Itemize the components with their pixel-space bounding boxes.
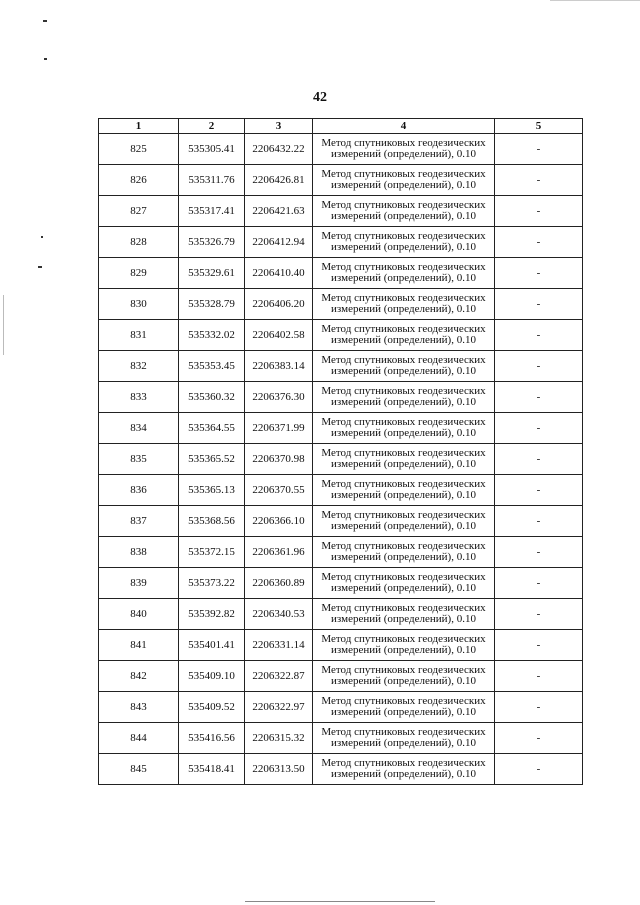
table-row xyxy=(99,258,583,289)
point-number-cell: 827 xyxy=(99,196,179,227)
scan-speck xyxy=(38,266,42,268)
point-number-cell: 832 xyxy=(99,351,179,382)
method-cell: Метод спутниковых геодезических измерений (определений), 0.10 xyxy=(313,568,495,599)
description-cell: - xyxy=(495,444,583,475)
method-cell: Метод спутниковых геодезических измерений (определений), 0.10 xyxy=(313,134,495,165)
x-coordinate-cell: 535401.41 xyxy=(179,630,245,661)
y-coordinate-cell: 2206383.14 xyxy=(245,351,313,382)
point-number-cell: 837 xyxy=(99,506,179,537)
x-coordinate-cell: 535332.02 xyxy=(179,320,245,351)
table-row xyxy=(99,289,583,320)
table-row xyxy=(99,537,583,568)
description-cell: - xyxy=(495,661,583,692)
y-coordinate-cell: 2206371.99 xyxy=(245,413,313,444)
method-cell: Метод спутниковых геодезических измерений (определений), 0.10 xyxy=(313,258,495,289)
point-number-cell: 834 xyxy=(99,413,179,444)
y-coordinate-cell: 2206402.58 xyxy=(245,320,313,351)
description-cell: - xyxy=(495,258,583,289)
x-coordinate-cell: 535353.45 xyxy=(179,351,245,382)
column-header-5: 5 xyxy=(495,119,583,134)
y-coordinate-cell: 2206366.10 xyxy=(245,506,313,537)
table-row xyxy=(99,320,583,351)
x-coordinate-cell: 535305.41 xyxy=(179,134,245,165)
point-number-cell: 829 xyxy=(99,258,179,289)
point-number-cell: 845 xyxy=(99,754,179,785)
page-number: 42 xyxy=(313,90,327,105)
method-cell: Метод спутниковых геодезических измерений (определений), 0.10 xyxy=(313,351,495,382)
method-cell: Метод спутниковых геодезических измерений (определений), 0.10 xyxy=(313,382,495,413)
method-cell: Метод спутниковых геодезических измерений (определений), 0.10 xyxy=(313,320,495,351)
description-cell: - xyxy=(495,568,583,599)
method-cell: Метод спутниковых геодезических измерений (определений), 0.10 xyxy=(313,227,495,258)
description-cell: - xyxy=(495,196,583,227)
method-cell: Метод спутниковых геодезических измерений (определений), 0.10 xyxy=(313,630,495,661)
description-cell: - xyxy=(495,227,583,258)
table-row xyxy=(99,413,583,444)
point-number-cell: 830 xyxy=(99,289,179,320)
description-cell: - xyxy=(495,382,583,413)
y-coordinate-cell: 2206322.87 xyxy=(245,661,313,692)
x-coordinate-cell: 535311.76 xyxy=(179,165,245,196)
method-cell: Метод спутниковых геодезических измерений (определений), 0.10 xyxy=(313,475,495,506)
point-number-cell: 826 xyxy=(99,165,179,196)
y-coordinate-cell: 2206421.63 xyxy=(245,196,313,227)
y-coordinate-cell: 2206315.32 xyxy=(245,723,313,754)
point-number-cell: 838 xyxy=(99,537,179,568)
description-cell: - xyxy=(495,506,583,537)
column-header-3: 3 xyxy=(245,119,313,134)
x-coordinate-cell: 535418.41 xyxy=(179,754,245,785)
point-number-cell: 828 xyxy=(99,227,179,258)
y-coordinate-cell: 2206376.30 xyxy=(245,382,313,413)
y-coordinate-cell: 2206340.53 xyxy=(245,599,313,630)
method-cell: Метод спутниковых геодезических измерений (определений), 0.10 xyxy=(313,506,495,537)
point-number-cell: 841 xyxy=(99,630,179,661)
table-row xyxy=(99,196,583,227)
description-cell: - xyxy=(495,475,583,506)
y-coordinate-cell: 2206322.97 xyxy=(245,692,313,723)
description-cell: - xyxy=(495,723,583,754)
point-number-cell: 825 xyxy=(99,134,179,165)
table-row xyxy=(99,382,583,413)
scan-speck xyxy=(41,236,43,238)
point-number-cell: 844 xyxy=(99,723,179,754)
scan-speck xyxy=(44,58,47,60)
y-coordinate-cell: 2206360.89 xyxy=(245,568,313,599)
coordinates-table xyxy=(98,118,583,785)
method-cell: Метод спутниковых геодезических измерений (определений), 0.10 xyxy=(313,444,495,475)
x-coordinate-cell: 535317.41 xyxy=(179,196,245,227)
method-cell: Метод спутниковых геодезических измерений (определений), 0.10 xyxy=(313,692,495,723)
x-coordinate-cell: 535416.56 xyxy=(179,723,245,754)
method-cell: Метод спутниковых геодезических измерений (определений), 0.10 xyxy=(313,165,495,196)
y-coordinate-cell: 2206426.81 xyxy=(245,165,313,196)
method-cell: Метод спутниковых геодезических измерений (определений), 0.10 xyxy=(313,413,495,444)
description-cell: - xyxy=(495,165,583,196)
table-row xyxy=(99,692,583,723)
description-cell: - xyxy=(495,630,583,661)
column-header-4: 4 xyxy=(313,119,495,134)
column-header-1: 1 xyxy=(99,119,179,134)
table-body xyxy=(99,134,583,785)
table-row xyxy=(99,506,583,537)
y-coordinate-cell: 2206361.96 xyxy=(245,537,313,568)
x-coordinate-cell: 535409.10 xyxy=(179,661,245,692)
x-coordinate-cell: 535365.52 xyxy=(179,444,245,475)
method-cell: Метод спутниковых геодезических измерений (определений), 0.10 xyxy=(313,754,495,785)
table-row xyxy=(99,134,583,165)
description-cell: - xyxy=(495,754,583,785)
scan-top-line xyxy=(550,0,640,1)
column-header-2: 2 xyxy=(179,119,245,134)
method-cell: Метод спутниковых геодезических измерений (определений), 0.10 xyxy=(313,723,495,754)
x-coordinate-cell: 535392.82 xyxy=(179,599,245,630)
table-row xyxy=(99,661,583,692)
y-coordinate-cell: 2206432.22 xyxy=(245,134,313,165)
y-coordinate-cell: 2206410.40 xyxy=(245,258,313,289)
x-coordinate-cell: 535328.79 xyxy=(179,289,245,320)
point-number-cell: 842 xyxy=(99,661,179,692)
description-cell: - xyxy=(495,289,583,320)
y-coordinate-cell: 2206412.94 xyxy=(245,227,313,258)
x-coordinate-cell: 535329.61 xyxy=(179,258,245,289)
description-cell: - xyxy=(495,692,583,723)
method-cell: Метод спутниковых геодезических измерений (определений), 0.10 xyxy=(313,599,495,630)
description-cell: - xyxy=(495,599,583,630)
y-coordinate-cell: 2206313.50 xyxy=(245,754,313,785)
description-cell: - xyxy=(495,320,583,351)
y-coordinate-cell: 2206370.55 xyxy=(245,475,313,506)
table-row xyxy=(99,227,583,258)
scan-left-edge xyxy=(3,295,4,355)
method-cell: Метод спутниковых геодезических измерений (определений), 0.10 xyxy=(313,661,495,692)
x-coordinate-cell: 535364.55 xyxy=(179,413,245,444)
table-row xyxy=(99,754,583,785)
table-row xyxy=(99,444,583,475)
table-header-row xyxy=(99,119,583,134)
point-number-cell: 836 xyxy=(99,475,179,506)
point-number-cell: 833 xyxy=(99,382,179,413)
table-row xyxy=(99,568,583,599)
y-coordinate-cell: 2206370.98 xyxy=(245,444,313,475)
x-coordinate-cell: 535409.52 xyxy=(179,692,245,723)
y-coordinate-cell: 2206406.20 xyxy=(245,289,313,320)
table-row xyxy=(99,723,583,754)
description-cell: - xyxy=(495,351,583,382)
x-coordinate-cell: 535368.56 xyxy=(179,506,245,537)
point-number-cell: 840 xyxy=(99,599,179,630)
method-cell: Метод спутниковых геодезических измерений (определений), 0.10 xyxy=(313,289,495,320)
table-row xyxy=(99,351,583,382)
table-row xyxy=(99,475,583,506)
point-number-cell: 843 xyxy=(99,692,179,723)
description-cell: - xyxy=(495,134,583,165)
description-cell: - xyxy=(495,537,583,568)
scan-speck xyxy=(43,20,47,22)
point-number-cell: 835 xyxy=(99,444,179,475)
point-number-cell: 839 xyxy=(99,568,179,599)
method-cell: Метод спутниковых геодезических измерений (определений), 0.10 xyxy=(313,537,495,568)
method-cell: Метод спутниковых геодезических измерений (определений), 0.10 xyxy=(313,196,495,227)
scan-bottom-line xyxy=(245,901,435,902)
y-coordinate-cell: 2206331.14 xyxy=(245,630,313,661)
x-coordinate-cell: 535373.22 xyxy=(179,568,245,599)
x-coordinate-cell: 535365.13 xyxy=(179,475,245,506)
table-row xyxy=(99,630,583,661)
point-number-cell: 831 xyxy=(99,320,179,351)
table-row xyxy=(99,599,583,630)
table-row xyxy=(99,165,583,196)
x-coordinate-cell: 535326.79 xyxy=(179,227,245,258)
description-cell: - xyxy=(495,413,583,444)
x-coordinate-cell: 535360.32 xyxy=(179,382,245,413)
x-coordinate-cell: 535372.15 xyxy=(179,537,245,568)
